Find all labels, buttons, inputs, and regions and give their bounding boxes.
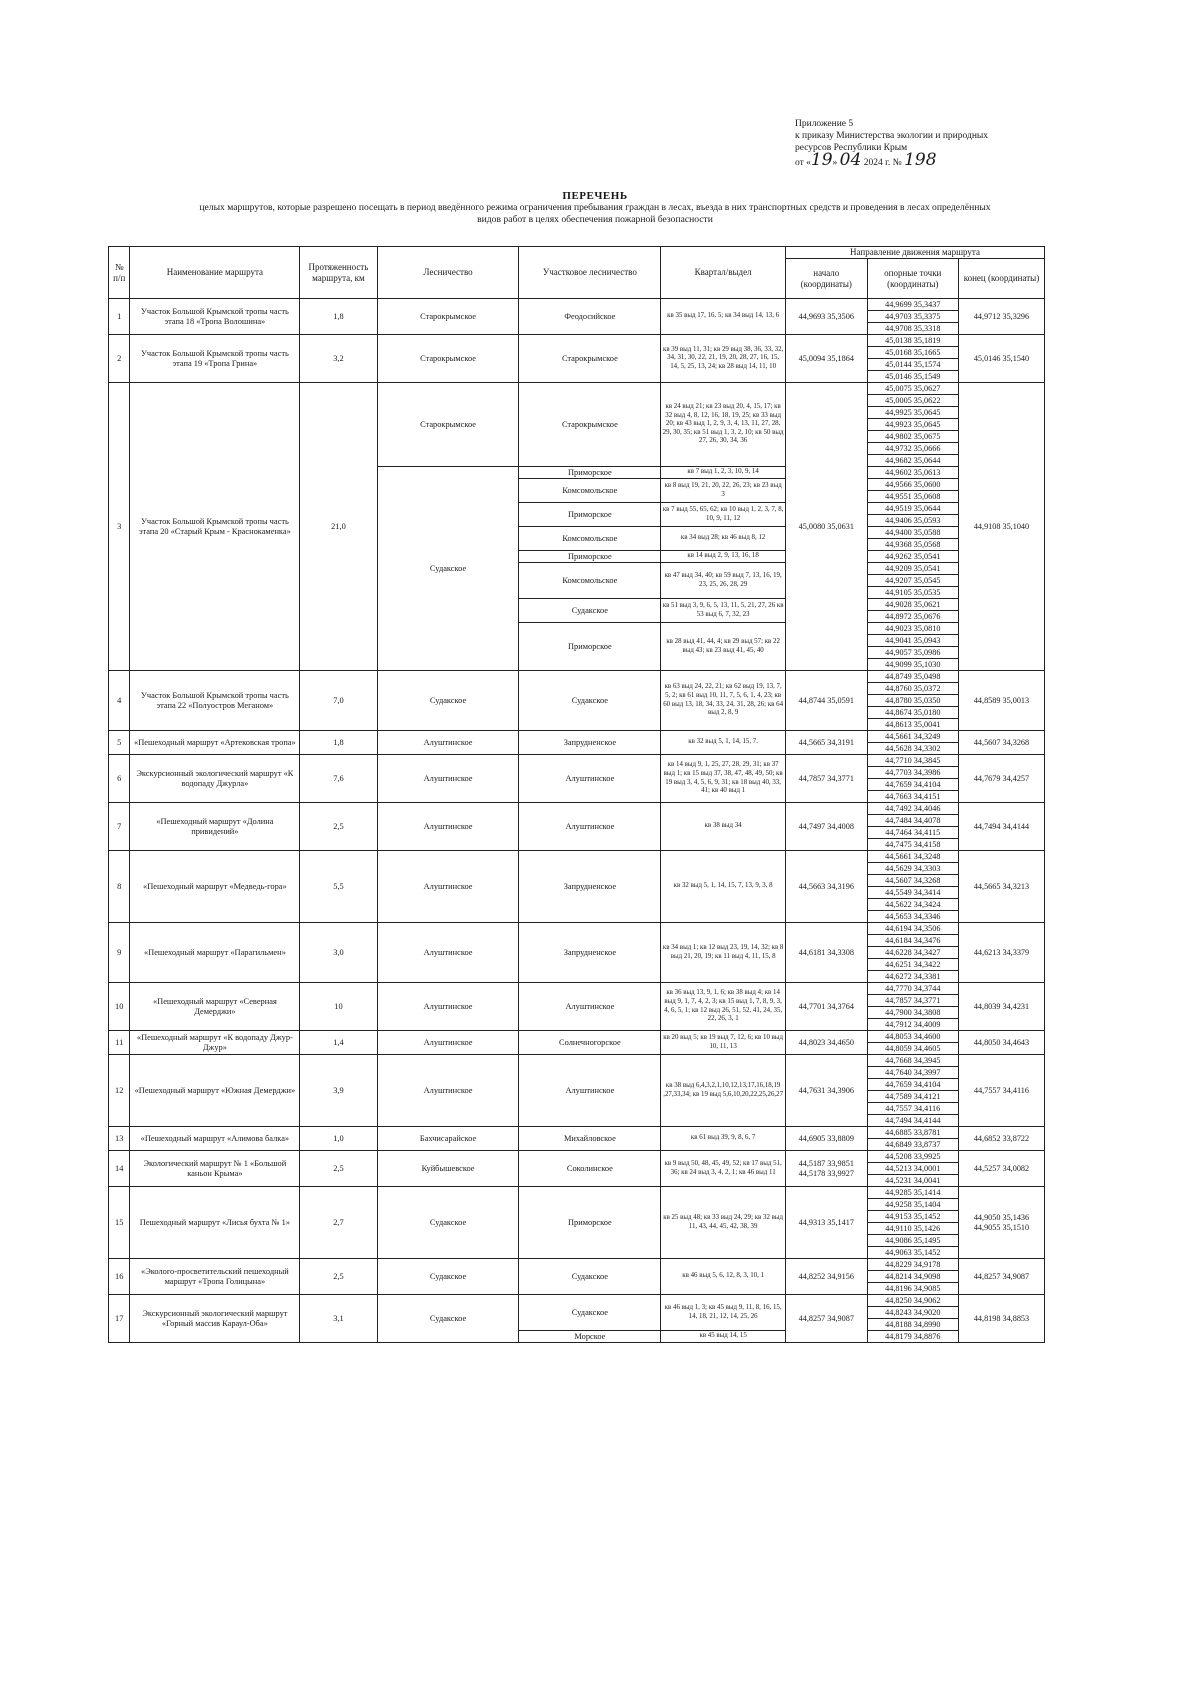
quarter-cell: кв 63 выд 24, 22, 21; кв 62 выд 19, 13, 7, 5, 2; кв 61 выд 10, 11, 7, 5, 6, 1, 4, 23; кв 60 выд 13, 18, 34, 33, 24, 31, 28, 26; кв 64 выд 2, 8, 9 — [661, 671, 786, 731]
start-coordinates: 44,6181 34,3308 — [785, 923, 867, 983]
col-length-header: Протяженность маршрута, км — [300, 247, 377, 299]
district-cell: Судакское — [519, 671, 661, 731]
district-cell: Феодосийское — [519, 299, 661, 335]
waypoint-coordinates: 44,9099 35,1030 — [867, 659, 958, 671]
waypoint-coordinates: 44,7557 34,4116 — [867, 1103, 958, 1115]
waypoint-coordinates: 44,9708 35,3318 — [867, 323, 958, 335]
table-row — [109, 1127, 1045, 1139]
route-name: Участок Большой Крымской тропы часть этапа 19 «Тропа Грина» — [130, 335, 300, 383]
waypoint-coordinates: 44,8674 35,0180 — [867, 707, 958, 719]
district-cell: Алуштинское — [519, 1055, 661, 1127]
quarter-cell: кв 38 выд 6,4,3,2,1,10,12,13,17,16,18,19 ,27,33,34; кв 19 выд 5,6,10,20,22,25,26,27 — [661, 1055, 786, 1127]
date-year: 2024 г. № — [861, 158, 905, 168]
quarter-cell: кв 51 выд 3, 9, 6, 5, 13, 11, 5, 21, 27, 26 кв 53 выд 6, 7, 32, 23 — [661, 599, 786, 623]
end-coordinates: 44,8039 34,4231 — [958, 983, 1044, 1031]
forestry-cell: Алуштинское — [377, 731, 519, 755]
district-cell: Запрудненское — [519, 851, 661, 923]
route-name: Экскурсионный экологический маршрут «К водопаду Джурла» — [130, 755, 300, 803]
quarter-cell: кв 45 выд 14, 15 — [661, 1331, 786, 1343]
route-name: «Пешеходный маршрут «Южная Демерджи» — [130, 1055, 300, 1127]
route-length: 1,4 — [300, 1031, 377, 1055]
order-number: 198 — [904, 150, 937, 170]
waypoint-coordinates: 44,5629 34,3303 — [867, 863, 958, 875]
route-length: 3,2 — [300, 335, 377, 383]
waypoint-coordinates: 44,9925 35,0645 — [867, 407, 958, 419]
route-number: 1 — [109, 299, 130, 335]
forestry-cell: Алуштинское — [377, 923, 519, 983]
district-cell: Михайловское — [519, 1127, 661, 1151]
document-header — [100, 190, 1090, 226]
quarter-cell: кв 47 выд 34, 40; кв 59 выд 7, 13, 16, 19, 23, 25, 26, 28, 29 — [661, 563, 786, 599]
district-cell: Приморское — [519, 503, 661, 527]
start-coordinates: 44,7701 34,3764 — [785, 983, 867, 1031]
forestry-cell: Старокрымское — [377, 299, 519, 335]
waypoint-coordinates: 44,8059 34,4605 — [867, 1043, 958, 1055]
route-number: 13 — [109, 1127, 130, 1151]
quarter-cell: кв 28 выд 41, 44, 4; кв 29 выд 57; кв 22 выд 43; кв 23 выд 41, 45, 40 — [661, 623, 786, 671]
route-number: 6 — [109, 755, 130, 803]
route-name: «Пешеходный маршрут «Алимова балка» — [130, 1127, 300, 1151]
waypoint-coordinates: 44,7484 34,4078 — [867, 815, 958, 827]
end-coordinates: 44,8050 34,4643 — [958, 1031, 1044, 1055]
end-coordinates: 44,8589 35,0013 — [958, 671, 1044, 731]
quarter-cell: кв 34 выд 28; кв 46 выд 8, 12 — [661, 527, 786, 551]
quarter-cell: кв 25 выд 48; кв 33 выд 24, 29; кв 32 выд 11, 43, 44, 45, 42, 38, 39 — [661, 1187, 786, 1259]
table-row — [109, 923, 1045, 935]
waypoint-coordinates: 44,9063 35,1452 — [867, 1247, 958, 1259]
route-number: 11 — [109, 1031, 130, 1055]
waypoint-coordinates: 44,8053 34,4600 — [867, 1031, 958, 1043]
route-length: 3,9 — [300, 1055, 377, 1127]
waypoint-coordinates: 44,7668 34,3945 — [867, 1055, 958, 1067]
route-length: 2,5 — [300, 1151, 377, 1187]
table-row — [109, 1055, 1045, 1067]
waypoint-coordinates: 44,5622 34,3424 — [867, 899, 958, 911]
route-name: «Пешеходный маршрут «Северная Демерджи» — [130, 983, 300, 1031]
routes-table-body — [109, 299, 1045, 1343]
waypoint-coordinates: 44,9703 35,3375 — [867, 311, 958, 323]
waypoint-coordinates: 44,6272 34,3381 — [867, 971, 958, 983]
table-row — [109, 383, 1045, 395]
waypoint-coordinates: 44,8188 34,8990 — [867, 1319, 958, 1331]
district-cell: Судакское — [519, 1259, 661, 1295]
waypoint-coordinates: 45,0075 35,0627 — [867, 383, 958, 395]
quarter-cell: кв 7 выд 55, 65, 62; кв 10 выд 1, 2, 3, 7, 8, 10, 9, 11, 12 — [661, 503, 786, 527]
start-coordinates: 44,9693 35,3506 — [785, 299, 867, 335]
table-row — [109, 671, 1045, 683]
district-cell: Старокрымское — [519, 383, 661, 467]
route-name: «Эколого-просветительский пешеходный маршрут «Тропа Голицына» — [130, 1259, 300, 1295]
quarter-cell: кв 14 выд 2, 9, 13, 16, 18 — [661, 551, 786, 563]
waypoint-coordinates: 44,9057 35,0986 — [867, 647, 958, 659]
waypoint-coordinates: 44,9262 35,0541 — [867, 551, 958, 563]
waypoint-coordinates: 44,9258 35,1404 — [867, 1199, 958, 1211]
route-length: 7,6 — [300, 755, 377, 803]
quarter-cell: кв 14 выд 9, 1, 25, 27, 28, 29, 31; кв 37 выд 1; кв 15 выд 37, 38, 47, 48, 49, 50; кв 19 выд 3, 4, 5, 6, 9, 31; кв 18 выд 40, 33, 41; кв 40 выд 1 — [661, 755, 786, 803]
appendix-ministry: ресурсов Республики Крым — [795, 143, 908, 153]
waypoint-coordinates: 44,7494 34,4144 — [867, 1115, 958, 1127]
start-coordinates: 44,8023 34,4650 — [785, 1031, 867, 1055]
document-subtitle-line-2: видов работ в целях обеспечения пожарной безопасности — [477, 214, 713, 225]
table-row — [109, 1187, 1045, 1199]
waypoint-coordinates: 44,7857 34,3771 — [867, 995, 958, 1007]
route-length: 10 — [300, 983, 377, 1031]
forestry-cell: Алуштинское — [377, 1055, 519, 1127]
end-coordinates: 45,0146 35,1540 — [958, 335, 1044, 383]
end-coordinates: 44,6213 34,3379 — [958, 923, 1044, 983]
route-number: 16 — [109, 1259, 130, 1295]
quarter-cell: кв 32 выд 5, 1, 14, 15, 7. — [661, 731, 786, 755]
quarter-cell: кв 35 выд 17, 16, 5; кв 34 выд 14, 13, 6 — [661, 299, 786, 335]
route-name: Участок Большой Крымской тропы часть этапа 20 «Старый Крым - Краснокаменка» — [130, 383, 300, 671]
date-mid: » — [832, 158, 840, 168]
table-row — [109, 335, 1045, 347]
start-coordinates: 44,6905 33,8809 — [785, 1127, 867, 1151]
route-number: 8 — [109, 851, 130, 923]
waypoint-coordinates: 44,9041 35,0943 — [867, 635, 958, 647]
waypoint-coordinates: 45,0168 35,1665 — [867, 347, 958, 359]
waypoint-coordinates: 44,9285 35,1414 — [867, 1187, 958, 1199]
route-length: 5,5 — [300, 851, 377, 923]
table-row — [109, 1031, 1045, 1043]
forestry-cell: Алуштинское — [377, 851, 519, 923]
route-name: Участок Большой Крымской тропы часть этапа 22 «Полуостров Меганом» — [130, 671, 300, 731]
route-name: «Пешеходный маршрут «Парагильмен» — [130, 923, 300, 983]
end-coordinates: 44,9050 35,1436 44,9055 35,1510 — [958, 1187, 1044, 1259]
district-cell: Алуштинское — [519, 983, 661, 1031]
col-num-header: № п/п — [109, 247, 130, 299]
start-coordinates: 44,5663 34,3196 — [785, 851, 867, 923]
table-row — [109, 1151, 1045, 1163]
quarter-cell: кв 46 выд 1, 3; кв 45 выд 9, 11, 8, 16, 15, 14, 18, 21, 12, 14, 25, 26 — [661, 1295, 786, 1331]
waypoint-coordinates: 44,9699 35,3437 — [867, 299, 958, 311]
route-length: 2,5 — [300, 803, 377, 851]
start-coordinates: 45,0094 35,1864 — [785, 335, 867, 383]
waypoint-coordinates: 44,7659 34,4104 — [867, 1079, 958, 1091]
table-row — [109, 983, 1045, 995]
district-cell: Судакское — [519, 599, 661, 623]
waypoint-coordinates: 44,9209 35,0541 — [867, 563, 958, 575]
col-district-header: Участковое лесничество — [519, 247, 661, 299]
waypoint-coordinates: 45,0146 35,1549 — [867, 371, 958, 383]
forestry-cell: Старокрымское — [377, 335, 519, 383]
waypoint-coordinates: 44,8250 34,9062 — [867, 1295, 958, 1307]
district-cell: Солнечногорское — [519, 1031, 661, 1055]
date-month: 04 — [839, 150, 862, 170]
waypoint-coordinates: 44,7703 34,3986 — [867, 767, 958, 779]
waypoint-coordinates: 44,9400 35,0588 — [867, 527, 958, 539]
waypoint-coordinates: 44,9923 35,0645 — [867, 419, 958, 431]
forestry-cell: Старокрымское — [377, 383, 519, 467]
quarter-cell: кв 8 выд 19, 21, 20, 22, 26, 23; кв 23 выд 3 — [661, 479, 786, 503]
route-name: Участок Большой Крымской тропы часть этапа 18 «Тропа Волошина» — [130, 299, 300, 335]
district-cell: Морское — [519, 1331, 661, 1343]
waypoint-coordinates: 44,6849 33,8737 — [867, 1139, 958, 1151]
route-name: «Пешеходный маршрут «Артековская тропа» — [130, 731, 300, 755]
waypoint-coordinates: 44,9028 35,0621 — [867, 599, 958, 611]
waypoint-coordinates: 44,5607 34,3268 — [867, 875, 958, 887]
district-cell: Соколинское — [519, 1151, 661, 1187]
quarter-cell: кв 24 выд 21; кв 23 выд 20, 4, 15, 17; кв 32 выд 4, 8, 12, 16, 18, 19, 25; кв 33 выд 20; кв 43 выд 1, 2, 9, 3, 4, 13, 11, 27, 28, 29, 30, 35; кв 51 выд 1, 3, 2, 10; кв 50 выд 27, 26, 30, 34, 36 — [661, 383, 786, 467]
end-coordinates: 44,8257 34,9087 — [958, 1259, 1044, 1295]
waypoint-coordinates: 44,5661 34,3249 — [867, 731, 958, 743]
waypoint-coordinates: 44,7912 34,4009 — [867, 1019, 958, 1031]
quarter-cell: кв 39 выд 11, 31; кв 29 выд 38, 36, 33, 32, 34, 31, 30, 22, 21, 19, 20, 28, 27, 16, 15, 14, 5, 25, 13, 24; кв 28 выд 14, 11, 10 — [661, 335, 786, 383]
district-cell: Запрудненское — [519, 923, 661, 983]
route-name: «Пешеходный маршрут «Медведь-гора» — [130, 851, 300, 923]
forestry-cell: Судакское — [377, 467, 519, 671]
start-coordinates: 44,9313 35,1417 — [785, 1187, 867, 1259]
waypoint-coordinates: 44,7464 34,4115 — [867, 827, 958, 839]
table-row — [109, 755, 1045, 767]
waypoint-coordinates: 44,9519 35,0644 — [867, 503, 958, 515]
col-points-header: опорные точки (координаты) — [867, 259, 958, 299]
routes-table-wrapper — [108, 246, 1045, 1343]
district-cell: Комсомольское — [519, 563, 661, 599]
route-name: Экскурсионный экологический маршрут «Горный массив Караул-Оба» — [130, 1295, 300, 1343]
waypoint-coordinates: 44,9086 35,1495 — [867, 1235, 958, 1247]
route-length: 1,0 — [300, 1127, 377, 1151]
date-day: 19 — [810, 150, 833, 170]
district-cell: Запрудненское — [519, 731, 661, 755]
district-cell: Приморское — [519, 551, 661, 563]
route-number: 10 — [109, 983, 130, 1031]
waypoint-coordinates: 44,9023 35,0810 — [867, 623, 958, 635]
district-cell: Судакское — [519, 1295, 661, 1331]
end-coordinates: 44,9712 35,3296 — [958, 299, 1044, 335]
table-row — [109, 731, 1045, 743]
forestry-cell: Алуштинское — [377, 803, 519, 851]
waypoint-coordinates: 44,8229 34,9178 — [867, 1259, 958, 1271]
district-cell: Алуштинское — [519, 755, 661, 803]
quarter-cell: кв 7 выд 1, 2, 3, 10, 9, 14 — [661, 467, 786, 479]
route-number: 17 — [109, 1295, 130, 1343]
forestry-cell: Бахчисарайское — [377, 1127, 519, 1151]
route-length: 21,0 — [300, 383, 377, 671]
district-cell: Комсомольское — [519, 479, 661, 503]
route-length: 1,8 — [300, 299, 377, 335]
table-row — [109, 299, 1045, 311]
waypoint-coordinates: 44,8243 34,9020 — [867, 1307, 958, 1319]
waypoint-coordinates: 45,0144 35,1574 — [867, 359, 958, 371]
route-length: 2,5 — [300, 1259, 377, 1295]
table-row — [109, 1295, 1045, 1307]
end-coordinates: 44,5257 34,0082 — [958, 1151, 1044, 1187]
route-number: 2 — [109, 335, 130, 383]
start-coordinates: 44,5665 34,3191 — [785, 731, 867, 755]
waypoint-coordinates: 44,6184 34,3476 — [867, 935, 958, 947]
waypoint-coordinates: 44,6251 34,3422 — [867, 959, 958, 971]
waypoint-coordinates: 44,9207 35,0545 — [867, 575, 958, 587]
appendix-date-line — [795, 150, 1125, 170]
waypoint-coordinates: 45,0138 35,1819 — [867, 335, 958, 347]
waypoint-coordinates: 44,9802 35,0675 — [867, 431, 958, 443]
district-cell: Старокрымское — [519, 335, 661, 383]
end-coordinates: 44,6852 33,8722 — [958, 1127, 1044, 1151]
waypoint-coordinates: 44,7663 34,4151 — [867, 791, 958, 803]
quarter-cell: кв 34 выд 1; кв 12 выд 23, 19, 14, 32; кв 8 выд 21, 20, 19; кв 11 выд 4, 11, 15, 8 — [661, 923, 786, 983]
quarter-cell: кв 61 выд 39, 9, 8, 6, 7 — [661, 1127, 786, 1151]
route-number: 12 — [109, 1055, 130, 1127]
district-cell: Приморское — [519, 467, 661, 479]
start-coordinates: 45,0080 35,0631 — [785, 383, 867, 671]
appendix-number: Приложение 5 — [795, 119, 854, 129]
district-cell: Алуштинское — [519, 803, 661, 851]
start-coordinates: 44,7857 34,3771 — [785, 755, 867, 803]
waypoint-coordinates: 44,8196 34,9085 — [867, 1283, 958, 1295]
waypoint-coordinates: 44,5653 34,3346 — [867, 911, 958, 923]
start-coordinates: 44,8744 35,0591 — [785, 671, 867, 731]
forestry-cell: Судакское — [377, 671, 519, 731]
waypoint-coordinates: 44,5208 33,9925 — [867, 1151, 958, 1163]
end-coordinates: 44,5607 34,3268 — [958, 731, 1044, 755]
route-number: 9 — [109, 923, 130, 983]
table-row — [109, 851, 1045, 863]
waypoint-coordinates: 44,8179 34,8876 — [867, 1331, 958, 1343]
route-length: 3,0 — [300, 923, 377, 983]
route-length: 3,1 — [300, 1295, 377, 1343]
district-cell: Комсомольское — [519, 527, 661, 551]
col-end-header: конец (координаты) — [958, 259, 1044, 299]
start-coordinates: 44,7631 34,3906 — [785, 1055, 867, 1127]
waypoint-coordinates: 44,5661 34,3248 — [867, 851, 958, 863]
waypoint-coordinates: 44,8214 34,9098 — [867, 1271, 958, 1283]
start-coordinates: 44,5187 33,9851 44,5178 33,9927 — [785, 1151, 867, 1187]
waypoint-coordinates: 44,6228 34,3427 — [867, 947, 958, 959]
quarter-cell: кв 32 выд 5, 1, 14, 15, 7, 13, 9, 3, 8 — [661, 851, 786, 923]
forestry-cell: Куйбышевское — [377, 1151, 519, 1187]
route-length: 7,0 — [300, 671, 377, 731]
document-title: ПЕРЕЧЕНЬ — [562, 190, 628, 202]
route-number: 4 — [109, 671, 130, 731]
waypoint-coordinates: 44,9105 35,0535 — [867, 587, 958, 599]
date-prefix: от « — [795, 158, 811, 168]
forestry-cell: Алуштинское — [377, 1031, 519, 1055]
waypoint-coordinates: 44,8972 35,0676 — [867, 611, 958, 623]
waypoint-coordinates: 44,6885 33,8781 — [867, 1127, 958, 1139]
document-subtitle-line-1: целых маршрутов, которые разрешено посещать в период введённого режима ограничения пребывания граждан в лесах, въезда в них транспортных средств и проведения в лесах определённых — [199, 202, 991, 213]
forestry-cell: Судакское — [377, 1295, 519, 1343]
forestry-cell: Судакское — [377, 1187, 519, 1259]
quarter-cell: кв 20 выд 5; кв 19 выд 7, 12, 6; кв 10 выд 10, 11, 13 — [661, 1031, 786, 1055]
waypoint-coordinates: 44,8613 35,0041 — [867, 719, 958, 731]
col-start-header: начало (координаты) — [785, 259, 867, 299]
waypoint-coordinates: 44,7710 34,3845 — [867, 755, 958, 767]
end-coordinates: 44,7494 34,4144 — [958, 803, 1044, 851]
waypoint-coordinates: 44,9153 35,1452 — [867, 1211, 958, 1223]
waypoint-coordinates: 44,7475 34,4158 — [867, 839, 958, 851]
route-name: «Пешеходный маршрут «К водопаду Джур-Джур» — [130, 1031, 300, 1055]
waypoint-coordinates: 44,8760 35,0372 — [867, 683, 958, 695]
col-quarter-header: Квартал/выдел — [661, 247, 786, 299]
waypoint-coordinates: 44,5549 34,3414 — [867, 887, 958, 899]
table-row — [109, 1259, 1045, 1271]
quarter-cell: кв 38 выд 34 — [661, 803, 786, 851]
route-number: 5 — [109, 731, 130, 755]
appendix-header — [795, 118, 1125, 169]
waypoint-coordinates: 44,7770 34,3744 — [867, 983, 958, 995]
waypoint-coordinates: 44,9602 35,0613 — [867, 467, 958, 479]
waypoint-coordinates: 44,7900 34,3808 — [867, 1007, 958, 1019]
col-forestry-header: Лесничество — [377, 247, 519, 299]
waypoint-coordinates: 44,9368 35,0568 — [867, 539, 958, 551]
end-coordinates: 44,9108 35,1040 — [958, 383, 1044, 671]
start-coordinates: 44,8257 34,9087 — [785, 1295, 867, 1343]
col-direction-header: Направление движения маршрута — [785, 247, 1044, 259]
waypoint-coordinates: 44,9406 35,0593 — [867, 515, 958, 527]
waypoint-coordinates: 44,5231 34,0041 — [867, 1175, 958, 1187]
route-length: 1,8 — [300, 731, 377, 755]
route-name: «Пешеходный маршрут «Долина привидений» — [130, 803, 300, 851]
appendix-order-ref: к приказу Министерства экологии и природных — [795, 131, 989, 141]
end-coordinates: 44,7557 34,4116 — [958, 1055, 1044, 1127]
forestry-cell: Алуштинское — [377, 983, 519, 1031]
start-coordinates: 44,8252 34,9156 — [785, 1259, 867, 1295]
route-number: 3 — [109, 383, 130, 671]
table-row — [109, 803, 1045, 815]
waypoint-coordinates: 44,9110 35,1426 — [867, 1223, 958, 1235]
forestry-cell: Алуштинское — [377, 755, 519, 803]
waypoint-coordinates: 44,9732 35,0666 — [867, 443, 958, 455]
waypoint-coordinates: 44,7589 34,4121 — [867, 1091, 958, 1103]
waypoint-coordinates: 44,9566 35,0600 — [867, 479, 958, 491]
route-number: 7 — [109, 803, 130, 851]
waypoint-coordinates: 45,0005 35,0622 — [867, 395, 958, 407]
route-name: Экологический маршрут № 1 «Большой каньон Крыма» — [130, 1151, 300, 1187]
route-length: 2,7 — [300, 1187, 377, 1259]
route-number: 14 — [109, 1151, 130, 1187]
waypoint-coordinates: 44,8780 35,0350 — [867, 695, 958, 707]
start-coordinates: 44,7497 34,4008 — [785, 803, 867, 851]
waypoint-coordinates: 44,8749 35,0498 — [867, 671, 958, 683]
district-cell: Приморское — [519, 623, 661, 671]
waypoint-coordinates: 44,9682 35,0644 — [867, 455, 958, 467]
quarter-cell: кв 36 выд 13, 9, 1, 6; кв 38 выд 4; кв 14 выд 9, 1, 7, 4, 2, 3; кв 15 выд 1, 7, 8, 9, 3, 4, 6, 5, 1; кв 12 выд 26, 51, 52, 41, 24, 35, 22, 26, 3, 1 — [661, 983, 786, 1031]
col-name-header: Наименование маршрута — [130, 247, 300, 299]
forestry-cell: Судакское — [377, 1259, 519, 1295]
waypoint-coordinates: 44,5628 34,3302 — [867, 743, 958, 755]
route-number: 15 — [109, 1187, 130, 1259]
quarter-cell: кв 46 выд 5, 6, 12, 8, 3, 10, 1 — [661, 1259, 786, 1295]
end-coordinates: 44,8198 34,8853 — [958, 1295, 1044, 1343]
waypoint-coordinates: 44,6194 34,3506 — [867, 923, 958, 935]
district-cell: Приморское — [519, 1187, 661, 1259]
waypoint-coordinates: 44,7659 34,4104 — [867, 779, 958, 791]
waypoint-coordinates: 44,9551 35,0608 — [867, 491, 958, 503]
end-coordinates: 44,7679 34,4257 — [958, 755, 1044, 803]
end-coordinates: 44,5665 34,3213 — [958, 851, 1044, 923]
waypoint-coordinates: 44,7640 34,3997 — [867, 1067, 958, 1079]
quarter-cell: кв 9 выд 50, 48, 45, 49, 52; кв 17 выд 51, 36; кв 24 выд 3, 4, 2, 1; кв 46 выд 11 — [661, 1151, 786, 1187]
waypoint-coordinates: 44,7492 34,4046 — [867, 803, 958, 815]
route-name: Пешеходный маршрут «Лисья бухта № 1» — [130, 1187, 300, 1259]
routes-table — [108, 246, 1045, 1343]
waypoint-coordinates: 44,5213 34,0001 — [867, 1163, 958, 1175]
